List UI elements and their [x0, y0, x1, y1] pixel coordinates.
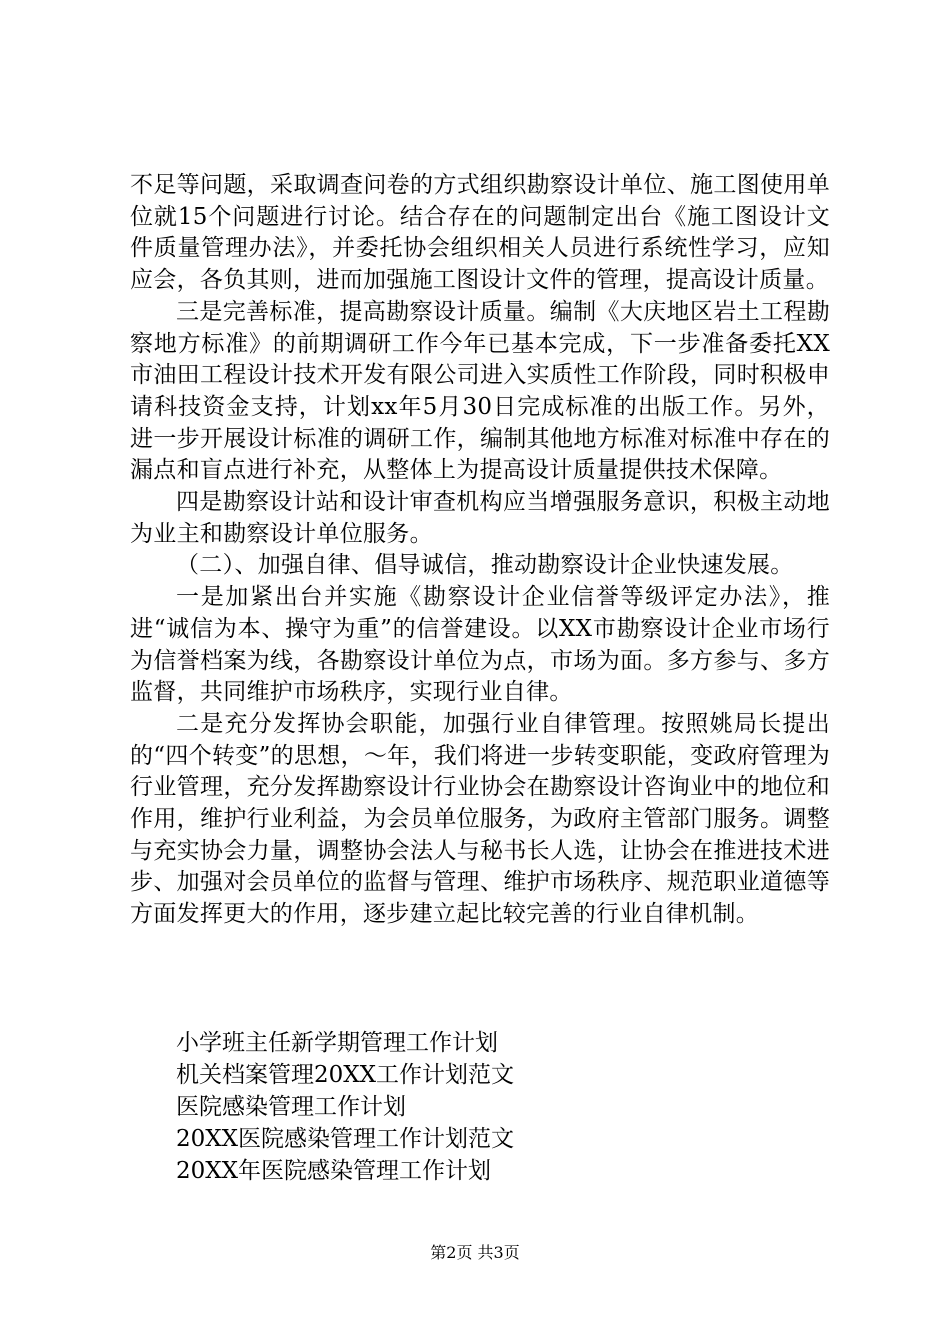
related-article-link[interactable]: 20XX年医院感染管理工作计划: [176, 1158, 492, 1184]
paragraph-service: 四是勘察设计站和设计审查机构应当增强服务意识，积极主动地为业主和勘察设计单位服务。: [130, 489, 830, 547]
related-article-link[interactable]: 20XX医院感染管理工作计划范文: [176, 1126, 515, 1152]
paragraph-continued: 不足等问题，采取调查问卷的方式组织勘察设计单位、施工图使用单位就15个问题进行讨论。结合存在的问题制定出台《施工图设计文件质量管理办法》，并委托协会组织相关人员进行系统性学习，应知应会，各负其则，进而加强施工图设计文件的管理，提高设计质量。: [130, 172, 830, 294]
related-article-link[interactable]: 小学班主任新学期管理工作计划: [176, 1030, 498, 1056]
related-articles-list: [176, 1027, 776, 1187]
paragraph-association: 二是充分发挥协会职能，加强行业自律管理。按照姚局长提出的“四个转变”的思想，～年，我们将进一步转变职能，变政府管理为行业管理，充分发挥勘察设计行业协会在勘察设计咨询业中的地位和作用，维护行业利益，为会员单位服务，为政府主管部门服务。调整与充实协会力量，调整协会法人与秘书长人选，让协会在推进技术进步、加强对会员单位的监督与管理、维护市场秩序、规范职业道德等方面发挥更大的作用，逐步建立起比较完善的行业自律机制。: [130, 710, 830, 928]
page-number-label: 第2页 共3页: [430, 1243, 520, 1262]
paragraph-credit-rating: 一是加紧出台并实施《勘察设计企业信誉等级评定办法》，推进“诚信为本、操守为重”的信誉建设。以XX市勘察设计企业市场行为信誉档案为线，各勘察设计单位为点，市场为面。多方参与、多方监督，共同维护市场秩序，实现行业自律。: [130, 584, 830, 706]
section-heading-self-discipline: （二）、加强自律、倡导诚信，推动勘察设计企业快速发展。: [176, 552, 794, 579]
paragraph-standards: 三是完善标准，提高勘察设计质量。编制《大庆地区岩土工程勘察地方标准》的前期调研工作今年已基本完成，下一步准备委托XX市油田工程设计技术开发有限公司进入实质性工作阶段，同时积极申请科技资金支持，计划xx年5月30日完成标准的出版工作。另外，进一步开展设计标准的调研工作，编制其他地方标准对标准中存在的漏点和盲点进行补充，从整体上为提高设计质量提供技术保障。: [130, 298, 830, 484]
document-body: [130, 170, 830, 931]
related-article-link[interactable]: 机关档案管理20XX工作计划范文: [176, 1062, 515, 1088]
page-footer: [0, 1243, 950, 1263]
related-article-link[interactable]: 医院感染管理工作计划: [176, 1094, 406, 1120]
